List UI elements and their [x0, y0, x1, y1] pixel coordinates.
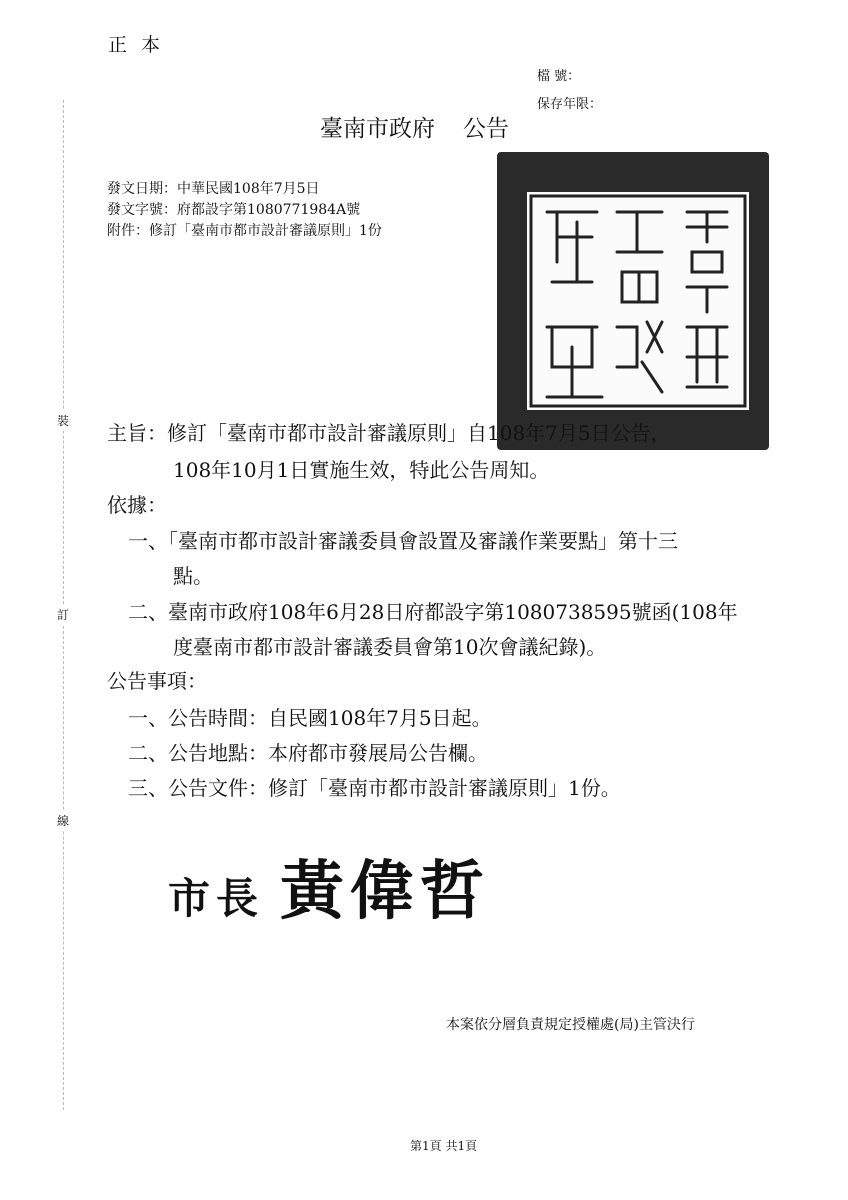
notice-item-2-text: 公告地點：本府都市發展局公告欄。: [168, 741, 488, 765]
page-number: 第1頁 共1頁: [410, 1139, 478, 1153]
basis-item-2-num: 二、: [128, 600, 168, 624]
notice-item-3-text: 公告文件：修訂「臺南市都市設計審議原則」1份。: [168, 776, 621, 800]
mayor-signature: [168, 840, 490, 932]
basis-label: 依據：: [107, 493, 167, 517]
basis-item-1-cont: 點。: [173, 564, 213, 588]
notice-item-1-num: 一、: [128, 706, 168, 730]
copy-mark: 正本: [108, 34, 175, 56]
delegation-note: 本案依分層負責規定授權處(局)主管決行: [446, 1017, 695, 1033]
issue-doc-no: 發文字號：府都設字第1080771984A號: [107, 202, 361, 218]
notice-item-2: [128, 737, 488, 766]
subject-text-2: 108年10月1日實施生效，特此公告周知。: [173, 458, 550, 482]
basis-item-1-text: 「臺南市都市設計審議委員會設置及審議作業要點」第十三: [168, 529, 678, 553]
basis-item-1-num: 一、: [128, 529, 168, 553]
basis-item-1: [128, 525, 678, 554]
notice-item-3: [128, 772, 621, 801]
seal-graphic: [497, 152, 769, 450]
subject-line-1: [107, 417, 671, 446]
issue-attachment: 附件：修訂「臺南市都市設計審議原則」1份: [107, 223, 382, 239]
issue-date: 發文日期：中華民國108年7月5日: [107, 181, 320, 197]
basis-item-2-text: 臺南市政府108年6月28日府都設字第1080738595號函(108年: [168, 600, 738, 624]
subject-label: 主旨：: [107, 421, 167, 445]
notice-label: 公告事項：: [107, 669, 207, 693]
notice-item-3-num: 三、: [128, 776, 168, 800]
title-org: 臺南市政府: [320, 116, 435, 142]
binding-mark-xian: 線: [57, 810, 69, 831]
subject-text-1: 修訂「臺南市都市設計審議原則」自108年7月5日公告，: [167, 421, 671, 445]
binding-mark-zhuang: 裝: [57, 410, 69, 431]
notice-item-2-num: 二、: [128, 741, 168, 765]
mayor-title: 市長: [168, 874, 265, 923]
title-doc-type: 公告: [463, 116, 509, 142]
page-title: [320, 110, 509, 143]
basis-item-2-cont: 度臺南市都市設計審議委員會第10次會議紀錄)。: [173, 635, 607, 659]
official-seal: [497, 152, 769, 450]
binding-mark-ding: 訂: [57, 604, 69, 625]
retention-label: 保存年限：: [537, 97, 603, 112]
notice-item-1: [128, 702, 492, 731]
notice-item-1-text: 公告時間：自民國108年7月5日起。: [168, 706, 492, 730]
mayor-name: 黃偉哲: [280, 854, 491, 929]
basis-item-2: [128, 596, 738, 625]
file-no-label: 檔 號：: [537, 69, 581, 84]
